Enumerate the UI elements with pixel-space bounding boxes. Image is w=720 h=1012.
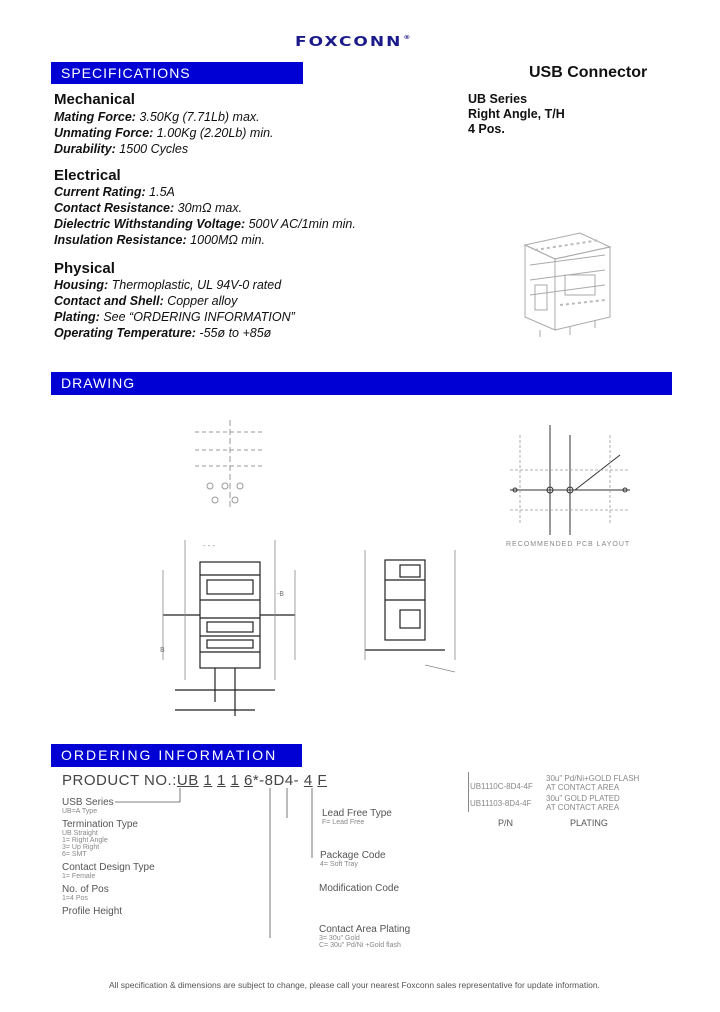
field-plating-opt: C= 30u" Pd/Ni +Gold flash <box>319 942 401 949</box>
series-label: UB Series <box>468 92 528 106</box>
field-lead-free-title: Lead Free Type <box>322 808 392 819</box>
spec-operating-temp: Operating Temperature: -55ø to +85ø <box>54 326 272 340</box>
pn-row-2-pn: UB11103-8D4-4F <box>470 799 532 808</box>
footer-disclaimer: All specification & dimensions are subject to change, please call your nearest Foxconn sales representative for update information. <box>109 980 600 990</box>
field-no-of-pos-opt: 1=4 Pos <box>62 895 88 902</box>
spec-unmating-force: Unmating Force: 1.00Kg (2.20Lb) min. <box>54 126 274 140</box>
pn-table-divider <box>468 772 469 812</box>
field-usb-series: USB Series <box>62 797 114 808</box>
field-no-of-pos: No. of Pos <box>62 884 109 895</box>
ordering-left-fields <box>62 797 155 917</box>
spec-housing: Housing: Thermoplastic, UL 94V-0 rated <box>54 278 282 292</box>
drawing-bar: DRAWING <box>51 372 672 395</box>
field-contact-design-type: Contact Design Type <box>62 862 155 873</box>
product-code-series: UB <box>176 772 199 789</box>
physical-heading: Physical <box>54 260 115 277</box>
svg-text:-B: -B <box>277 590 285 598</box>
product-label: PRODUCT NO.: <box>62 772 177 789</box>
field-termination-opt: 1= Right Angle <box>62 837 108 844</box>
spec-dielectric-voltage: Dielectric Withstanding Voltage: 500V AC/1min min. <box>54 217 356 231</box>
field-lead-free-type <box>322 808 392 826</box>
field-termination-opt: UB Straight <box>62 830 98 837</box>
pn-row-2-plating2: AT CONTACT AREA <box>546 803 620 812</box>
pn-row-1-plating: 30u" Pd/Ni+GOLD FLASH <box>546 774 640 783</box>
field-lead-free-opt: F= Lead Free <box>322 819 365 826</box>
spec-contact-shell: Contact and Shell: Copper alloy <box>54 294 238 308</box>
positions-label: 4 Pos. <box>468 122 505 136</box>
field-package-opt: 4= Soft Tray <box>320 861 358 868</box>
spec-current-rating: Current Rating: 1.5A <box>54 185 175 199</box>
field-package-title: Package Code <box>320 850 386 861</box>
page-title: USB Connector <box>529 64 648 81</box>
pcb-layout-caption: RECOMMENDED PCB LAYOUT <box>506 541 631 548</box>
electrical-heading: Electrical <box>54 167 121 184</box>
spec-insulation-resistance: Insulation Resistance: 1000MΩ min. <box>54 233 265 247</box>
field-usb-series-opt: UB=A Type <box>62 808 98 815</box>
spec-durability: Durability: 1500 Cycles <box>54 142 189 156</box>
field-plating-opt: 3= 30u" Gold <box>319 935 360 942</box>
product-code-contact: 1 <box>216 772 226 789</box>
spec-contact-resistance: Contact Resistance: 30mΩ max. <box>54 201 243 215</box>
pn-row-1-pn: UB1110C-8D4-4F <box>470 782 533 791</box>
field-contact-area-plating <box>319 924 410 949</box>
mechanical-list <box>54 109 274 157</box>
product-code-package: 4 <box>303 772 313 789</box>
field-termination-type: Termination Type <box>62 819 138 830</box>
electrical-list <box>54 184 356 248</box>
physical-list <box>54 277 295 341</box>
product-code-termination: 1 <box>203 772 213 789</box>
plating-col-header: PLATING <box>570 818 608 828</box>
product-code-pos: 1 <box>230 772 240 789</box>
pn-col-header: P/N <box>498 818 514 828</box>
spec-plating: Plating: See “ORDERING INFORMATION” <box>54 310 295 324</box>
front-view-drawing <box>155 530 325 730</box>
field-profile-height: Profile Height <box>62 906 123 917</box>
field-modification-code <box>319 883 399 894</box>
product-code-mod: *-8D4- <box>252 772 300 789</box>
pn-row-1-plating2: AT CONTACT AREA <box>546 783 620 792</box>
field-plating-title: Contact Area Plating <box>319 924 411 935</box>
specifications-bar: SPECIFICATIONS <box>51 62 303 84</box>
svg-text:- - -: - - - <box>203 542 216 550</box>
mechanical-heading: Mechanical <box>54 91 135 108</box>
ordering-bar: ORDERING INFORMATION <box>51 744 302 767</box>
top-view-drawing <box>185 420 275 515</box>
side-view-drawing <box>355 540 465 680</box>
product-code-leadfree: F <box>317 772 328 789</box>
pcb-layout-drawing <box>490 415 640 540</box>
foxconn-logo: FOXCONN® <box>295 34 413 50</box>
field-termination-opt: 6= SMT <box>62 851 87 858</box>
product-number <box>62 772 327 789</box>
field-termination-opt: 3= Up Right <box>62 844 100 851</box>
product-code-height: 6 <box>243 772 253 789</box>
field-modification-title: Modification Code <box>319 883 400 894</box>
svg-text:B: B <box>160 646 165 654</box>
field-contact-design-opt: 1= Female <box>62 873 96 880</box>
spec-mating-force: Mating Force: 3.50Kg (7.71Lb) max. <box>54 110 260 124</box>
field-package-code <box>320 850 386 868</box>
orientation-label: Right Angle, T/H <box>468 107 565 121</box>
pn-row-2-plating: 30u" GOLD PLATED <box>546 794 620 803</box>
connector-product-image <box>510 225 620 340</box>
